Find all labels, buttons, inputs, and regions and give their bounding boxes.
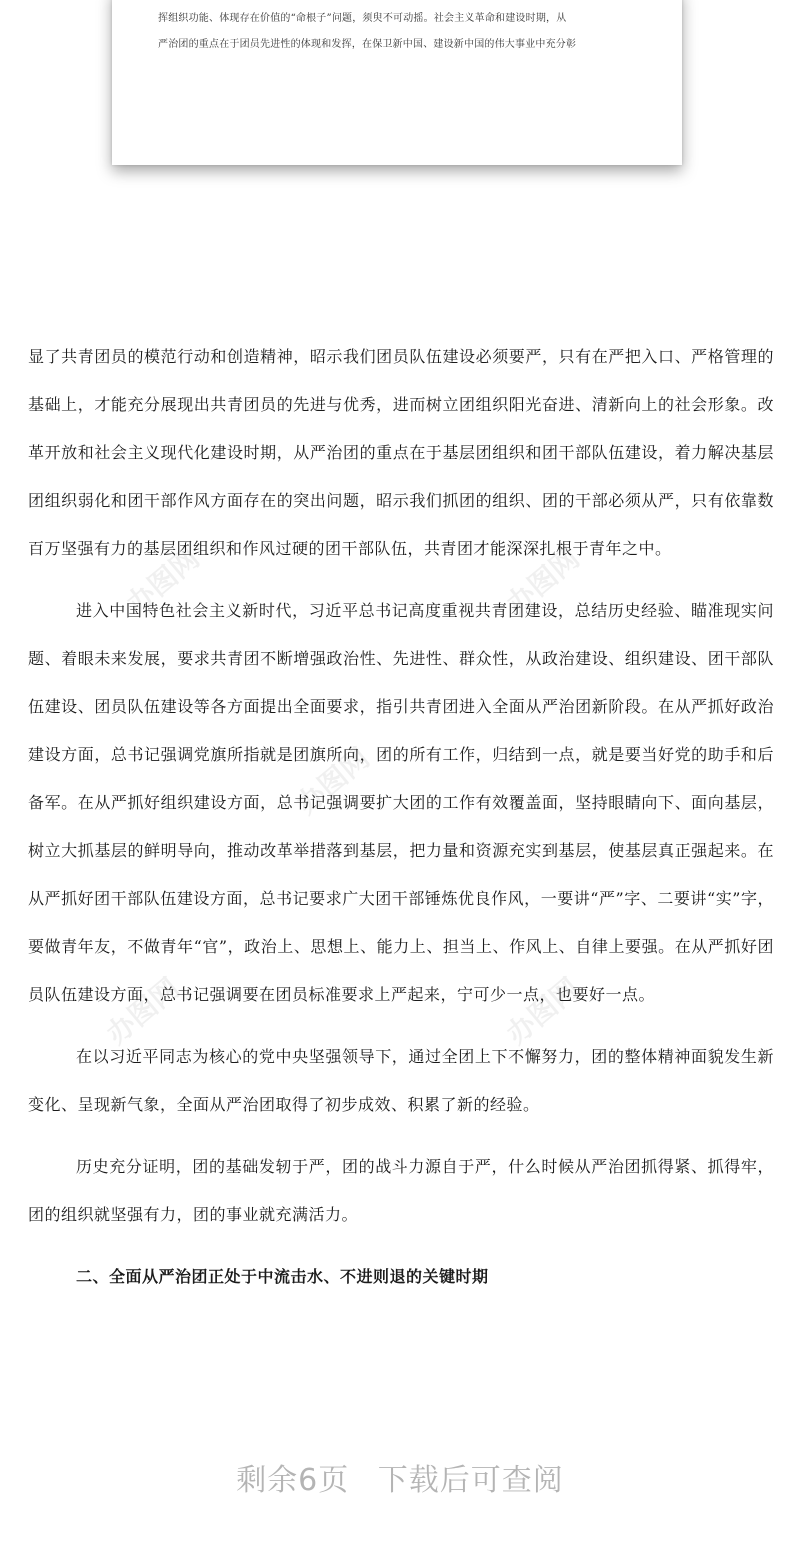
paragraph-4: 历史充分证明，团的基础发轫于严，团的战斗力源自于严，什么时候从严治团抓得紧、抓得牢，团的组织就坚强有力，团的事业就充满活力。 bbox=[28, 1157, 774, 1224]
section-heading: 二、全面从严治团正处于中流击水、不进则退的关键时期 bbox=[76, 1267, 489, 1286]
paragraph-1: 显了共青团员的模范行动和创造精神，昭示我们团员队伍建设必须要严，只有在严把入口、严格管理的基础上，才能充分展现出共青团员的先进与优秀，进而树立团组织阳光奋进、清新向上的社会形象。改革开放和社会主义现代化建设时期，从严治团的重点在于基层团组织和团干部队伍建设，着力解决基层团组织弱化和团干部作风方面存在的突出问题，昭示我们抓团的组织、团的干部必须从严，只有依靠数百万坚强有力的基层团组织和作风过硬的团干部队伍，共青团才能深深扎根于青年之中。 bbox=[28, 347, 774, 558]
document-page-preview bbox=[112, 0, 682, 165]
watermark: 办图网 bbox=[500, 971, 586, 1051]
watermark: 办图网 bbox=[290, 741, 376, 821]
remaining-pages-download-prompt[interactable]: 剩余6页 下载后可查阅 bbox=[236, 1463, 564, 1498]
preview-line-2: 严治团的重点在于团员先进性的体现和发挥，在保卫新中国、建设新中国的伟大事业中充分彰 bbox=[158, 39, 577, 50]
paragraph-2: 进入中国特色社会主义新时代，习近平总书记高度重视共青团建设，总结历史经验、瞄准现实问题、着眼未来发展，要求共青团不断增强政治性、先进性、群众性，从政治建设、组织建设、团干部队伍建设、团员队伍建设等各方面提出全面要求，指引共青团进入全面从严治团新阶段。在从严抓好政治建设方面，总书记强调党旗所指就是团旗所向，团的所有工作，归结到一点，就是要当好党的助手和后备军。在从严抓好组织建设方面，总书记强调要扩大团的工作有效覆盖面，坚持眼睛向下、面向基层，树立大抓基层的鲜明导向，推动改革举措落到基层，把力量和资源充实到基层，使基层真正强起来。在从严抓好团干部队伍建设方面，总书记要求广大团干部锤炼优良作风，一要讲“严”字、二要讲“实”字，要做青年友，不做青年“官”，政治上、思想上、能力上、担当上、作风上、自律上要强。在从严抓好团员队伍建设方面，总书记强调要在团员标准要求上严起来，宁可少一点，也要好一点。 bbox=[28, 601, 774, 1004]
paragraph-3: 在以习近平同志为核心的党中央坚强领导下，通过全团上下不懈努力，团的整体精神面貌发生新变化、呈现新气象，全面从严治团取得了初步成效、积累了新的经验。 bbox=[28, 1047, 774, 1114]
watermark: 办图网 bbox=[120, 541, 206, 621]
watermark: 办图网 bbox=[500, 541, 586, 621]
document-body bbox=[28, 333, 774, 1301]
preview-line-1: 挥组织功能、体现存在价值的“命根子”问题，须臾不可动摇。社会主义革命和建设时期，从 bbox=[158, 13, 567, 24]
watermark: 办图网 bbox=[100, 971, 186, 1051]
